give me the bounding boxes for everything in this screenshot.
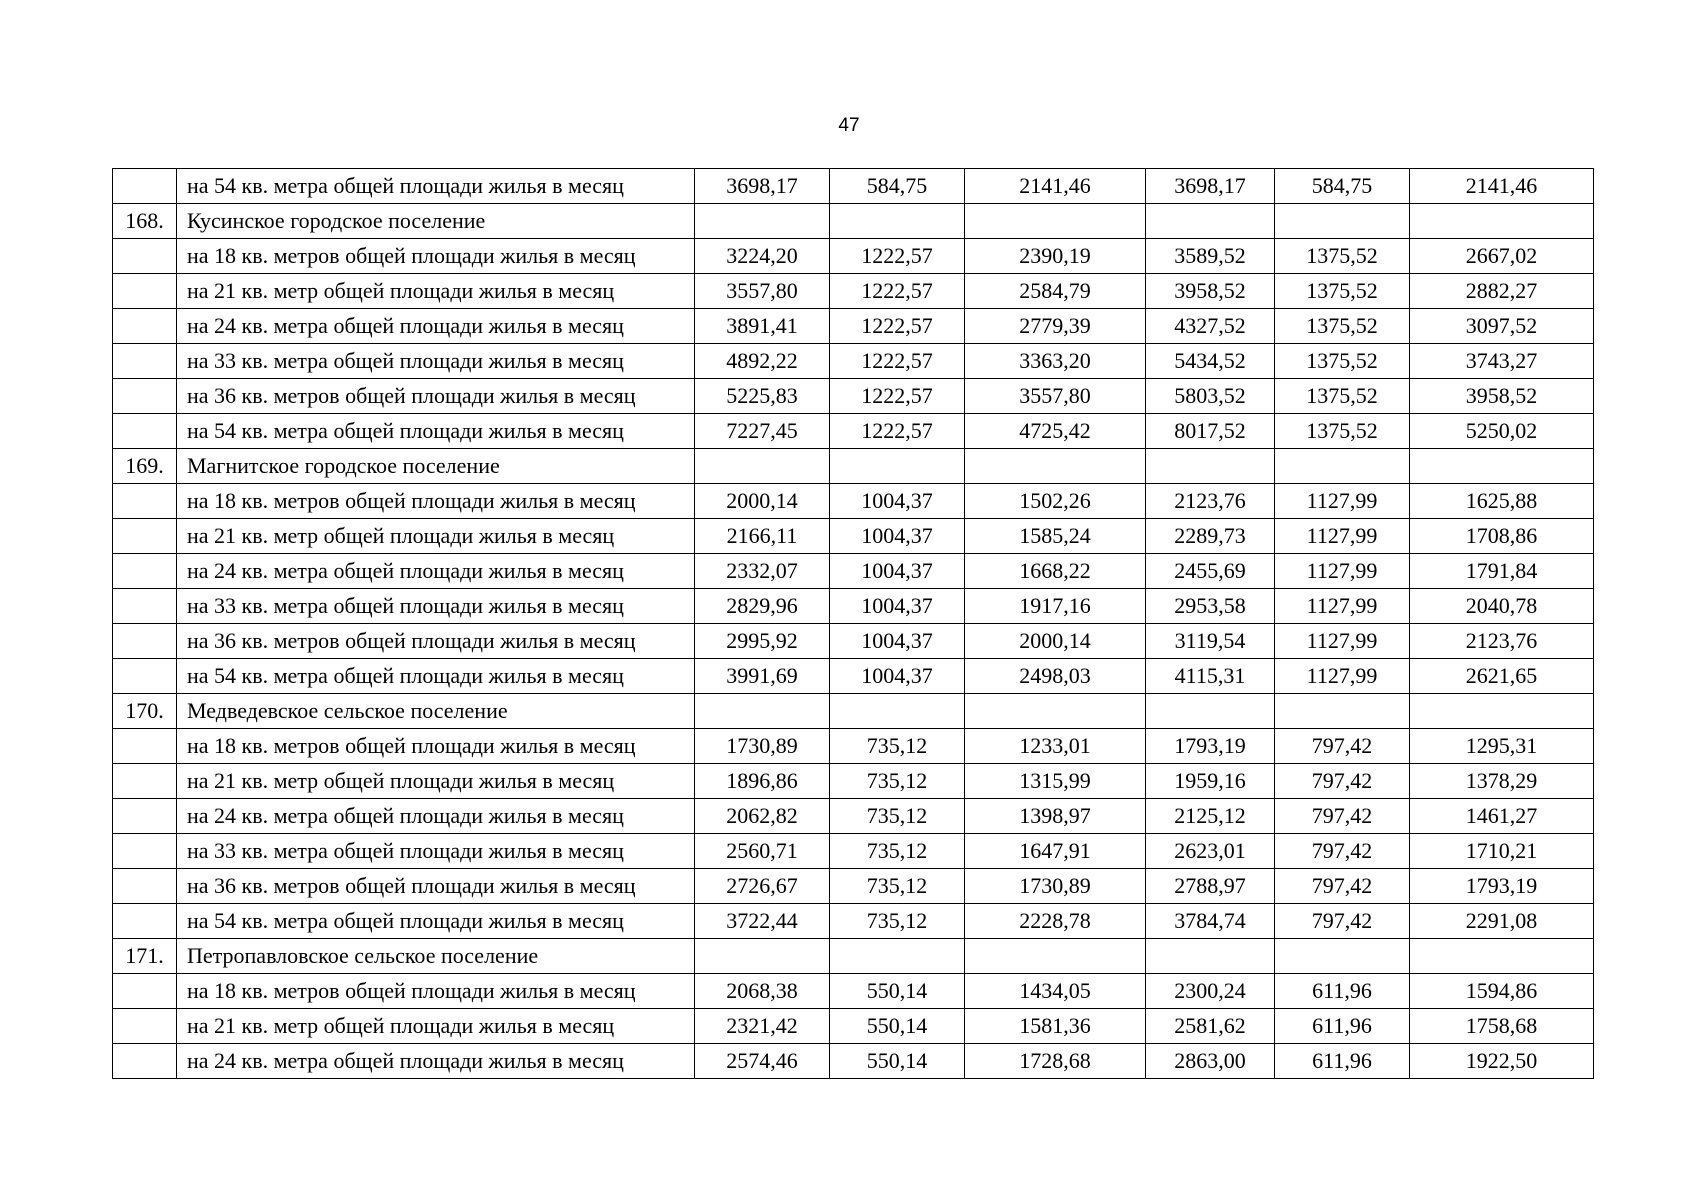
value-cell: 1710,21 — [1410, 834, 1594, 869]
value-cell: 3698,17 — [1146, 169, 1275, 204]
value-cell — [965, 694, 1146, 729]
value-cell: 735,12 — [830, 729, 965, 764]
value-cell: 3589,52 — [1146, 239, 1275, 274]
page-number-text: 47 — [838, 115, 860, 136]
value-cell: 3224,20 — [695, 239, 830, 274]
row-number — [113, 869, 177, 904]
value-cell — [1275, 449, 1410, 484]
value-cell: 2321,42 — [695, 1009, 830, 1044]
value-cell: 2000,14 — [695, 484, 830, 519]
tariff-table — [112, 168, 1594, 1079]
value-cell: 3363,20 — [965, 344, 1146, 379]
value-cell: 2068,38 — [695, 974, 830, 1009]
table-row — [113, 344, 1594, 379]
value-cell: 2726,67 — [695, 869, 830, 904]
value-cell: 550,14 — [830, 974, 965, 1009]
row-number — [113, 659, 177, 694]
value-cell: 3722,44 — [695, 904, 830, 939]
value-cell: 1315,99 — [965, 764, 1146, 799]
table-row — [113, 239, 1594, 274]
value-cell: 1004,37 — [830, 589, 965, 624]
row-label: на 33 кв. метра общей площади жилья в месяц — [177, 589, 695, 624]
value-cell: 1793,19 — [1146, 729, 1275, 764]
value-cell: 1375,52 — [1275, 414, 1410, 449]
value-cell: 4725,42 — [965, 414, 1146, 449]
value-cell: 1730,89 — [695, 729, 830, 764]
row-label: на 36 кв. метров общей площади жилья в месяц — [177, 869, 695, 904]
row-label: на 54 кв. метра общей площади жилья в месяц — [177, 659, 695, 694]
value-cell: 584,75 — [830, 169, 965, 204]
value-cell: 3958,52 — [1410, 379, 1594, 414]
value-cell: 2141,46 — [1410, 169, 1594, 204]
value-cell: 1222,57 — [830, 414, 965, 449]
value-cell: 1585,24 — [965, 519, 1146, 554]
value-cell: 1375,52 — [1275, 344, 1410, 379]
value-cell — [830, 449, 965, 484]
table-body — [113, 169, 1594, 1079]
row-number: 169. — [113, 449, 177, 484]
value-cell: 2289,73 — [1146, 519, 1275, 554]
value-cell: 1758,68 — [1410, 1009, 1594, 1044]
value-cell — [695, 694, 830, 729]
table-row — [113, 694, 1594, 729]
value-cell: 735,12 — [830, 869, 965, 904]
table-row — [113, 624, 1594, 659]
row-number — [113, 834, 177, 869]
value-cell — [1275, 694, 1410, 729]
value-cell: 1461,27 — [1410, 799, 1594, 834]
value-cell: 550,14 — [830, 1009, 965, 1044]
value-cell: 1004,37 — [830, 554, 965, 589]
row-number: 168. — [113, 204, 177, 239]
value-cell: 2141,46 — [965, 169, 1146, 204]
value-cell: 4327,52 — [1146, 309, 1275, 344]
value-cell — [1410, 204, 1594, 239]
value-cell: 2788,97 — [1146, 869, 1275, 904]
value-cell: 2123,76 — [1410, 624, 1594, 659]
value-cell: 1222,57 — [830, 309, 965, 344]
table-row — [113, 834, 1594, 869]
table-row — [113, 1009, 1594, 1044]
value-cell: 3557,80 — [965, 379, 1146, 414]
value-cell: 7227,45 — [695, 414, 830, 449]
value-cell: 1378,29 — [1410, 764, 1594, 799]
row-number — [113, 974, 177, 1009]
table-row — [113, 939, 1594, 974]
value-cell: 1728,68 — [965, 1044, 1146, 1079]
row-number — [113, 414, 177, 449]
row-label: на 21 кв. метр общей площади жилья в месяц — [177, 1009, 695, 1044]
value-cell: 2455,69 — [1146, 554, 1275, 589]
row-label: на 24 кв. метра общей площади жилья в месяц — [177, 309, 695, 344]
row-number — [113, 344, 177, 379]
value-cell: 1375,52 — [1275, 309, 1410, 344]
table-row — [113, 484, 1594, 519]
value-cell: 2574,46 — [695, 1044, 830, 1079]
row-number — [113, 589, 177, 624]
value-cell: 2291,08 — [1410, 904, 1594, 939]
value-cell: 1375,52 — [1275, 274, 1410, 309]
value-cell: 3784,74 — [1146, 904, 1275, 939]
value-cell — [830, 204, 965, 239]
value-cell: 3557,80 — [695, 274, 830, 309]
value-cell: 5803,52 — [1146, 379, 1275, 414]
value-cell: 1004,37 — [830, 519, 965, 554]
value-cell: 1922,50 — [1410, 1044, 1594, 1079]
value-cell — [965, 204, 1146, 239]
value-cell — [1146, 204, 1275, 239]
table-row — [113, 799, 1594, 834]
row-label: на 33 кв. метра общей площади жилья в месяц — [177, 344, 695, 379]
table-row — [113, 589, 1594, 624]
value-cell: 5250,02 — [1410, 414, 1594, 449]
table-row — [113, 274, 1594, 309]
value-cell — [830, 939, 965, 974]
value-cell: 2062,82 — [695, 799, 830, 834]
value-cell: 1730,89 — [965, 869, 1146, 904]
row-label: на 24 кв. метра общей площади жилья в месяц — [177, 799, 695, 834]
row-label: на 18 кв. метров общей площади жилья в месяц — [177, 729, 695, 764]
row-label: на 33 кв. метра общей площади жилья в месяц — [177, 834, 695, 869]
row-number: 171. — [113, 939, 177, 974]
value-cell: 1222,57 — [830, 239, 965, 274]
row-label: на 21 кв. метр общей площади жилья в месяц — [177, 274, 695, 309]
row-number — [113, 274, 177, 309]
value-cell: 1708,86 — [1410, 519, 1594, 554]
value-cell: 3991,69 — [695, 659, 830, 694]
row-label: Медведевское сельское поселение — [177, 694, 695, 729]
value-cell: 735,12 — [830, 764, 965, 799]
row-label: на 36 кв. метров общей площади жилья в месяц — [177, 379, 695, 414]
value-cell: 2863,00 — [1146, 1044, 1275, 1079]
value-cell: 1127,99 — [1275, 554, 1410, 589]
value-cell: 611,96 — [1275, 1044, 1410, 1079]
value-cell — [1410, 694, 1594, 729]
table-row — [113, 309, 1594, 344]
value-cell: 2000,14 — [965, 624, 1146, 659]
value-cell: 1127,99 — [1275, 519, 1410, 554]
value-cell: 1222,57 — [830, 274, 965, 309]
value-cell: 5434,52 — [1146, 344, 1275, 379]
value-cell: 2166,11 — [695, 519, 830, 554]
row-label: на 18 кв. метров общей площади жилья в месяц — [177, 484, 695, 519]
value-cell — [695, 939, 830, 974]
value-cell: 1581,36 — [965, 1009, 1146, 1044]
table-row — [113, 519, 1594, 554]
value-cell: 2332,07 — [695, 554, 830, 589]
row-label: на 21 кв. метр общей площади жилья в месяц — [177, 764, 695, 799]
value-cell: 1896,86 — [695, 764, 830, 799]
row-number: 170. — [113, 694, 177, 729]
value-cell — [965, 939, 1146, 974]
value-cell: 735,12 — [830, 799, 965, 834]
value-cell: 1668,22 — [965, 554, 1146, 589]
table-row — [113, 204, 1594, 239]
value-cell: 2623,01 — [1146, 834, 1275, 869]
table-row — [113, 554, 1594, 589]
table-row — [113, 449, 1594, 484]
value-cell: 2995,92 — [695, 624, 830, 659]
value-cell — [1146, 694, 1275, 729]
table-row — [113, 414, 1594, 449]
value-cell: 1625,88 — [1410, 484, 1594, 519]
value-cell: 1917,16 — [965, 589, 1146, 624]
value-cell: 1127,99 — [1275, 589, 1410, 624]
value-cell: 797,42 — [1275, 729, 1410, 764]
value-cell: 1647,91 — [965, 834, 1146, 869]
row-number — [113, 484, 177, 519]
value-cell: 4115,31 — [1146, 659, 1275, 694]
value-cell: 735,12 — [830, 834, 965, 869]
value-cell — [830, 694, 965, 729]
value-cell: 1127,99 — [1275, 659, 1410, 694]
row-number — [113, 729, 177, 764]
value-cell: 3891,41 — [695, 309, 830, 344]
value-cell: 2621,65 — [1410, 659, 1594, 694]
value-cell: 797,42 — [1275, 904, 1410, 939]
value-cell: 2125,12 — [1146, 799, 1275, 834]
value-cell: 4892,22 — [695, 344, 830, 379]
value-cell: 1594,86 — [1410, 974, 1594, 1009]
value-cell: 1222,57 — [830, 379, 965, 414]
value-cell: 1127,99 — [1275, 484, 1410, 519]
value-cell: 2390,19 — [965, 239, 1146, 274]
value-cell: 1295,31 — [1410, 729, 1594, 764]
row-number — [113, 554, 177, 589]
row-number — [113, 309, 177, 344]
value-cell — [1146, 449, 1275, 484]
row-number — [113, 624, 177, 659]
value-cell: 735,12 — [830, 904, 965, 939]
value-cell: 1222,57 — [830, 344, 965, 379]
value-cell: 2498,03 — [965, 659, 1146, 694]
row-number — [113, 764, 177, 799]
value-cell — [965, 449, 1146, 484]
row-label: на 21 кв. метр общей площади жилья в месяц — [177, 519, 695, 554]
value-cell: 8017,52 — [1146, 414, 1275, 449]
value-cell: 1434,05 — [965, 974, 1146, 1009]
row-label: на 54 кв. метра общей площади жилья в месяц — [177, 169, 695, 204]
row-label: на 18 кв. метров общей площади жилья в месяц — [177, 239, 695, 274]
value-cell: 2123,76 — [1146, 484, 1275, 519]
value-cell: 2040,78 — [1410, 589, 1594, 624]
row-number — [113, 239, 177, 274]
row-label: на 24 кв. метра общей площади жилья в месяц — [177, 554, 695, 589]
value-cell: 584,75 — [1275, 169, 1410, 204]
row-number — [113, 1009, 177, 1044]
value-cell: 1233,01 — [965, 729, 1146, 764]
row-number — [113, 1044, 177, 1079]
value-cell: 2560,71 — [695, 834, 830, 869]
table-row — [113, 1044, 1594, 1079]
value-cell: 611,96 — [1275, 1009, 1410, 1044]
value-cell — [1410, 939, 1594, 974]
value-cell: 550,14 — [830, 1044, 965, 1079]
value-cell — [1275, 939, 1410, 974]
value-cell: 3743,27 — [1410, 344, 1594, 379]
table-row — [113, 974, 1594, 1009]
value-cell: 3097,52 — [1410, 309, 1594, 344]
value-cell: 1004,37 — [830, 484, 965, 519]
row-label: на 24 кв. метра общей площади жилья в месяц — [177, 1044, 695, 1079]
value-cell: 2300,24 — [1146, 974, 1275, 1009]
table-row — [113, 169, 1594, 204]
row-label: на 54 кв. метра общей площади жилья в месяц — [177, 414, 695, 449]
value-cell: 1375,52 — [1275, 239, 1410, 274]
value-cell: 2779,39 — [965, 309, 1146, 344]
row-label: на 36 кв. метров общей площади жилья в месяц — [177, 624, 695, 659]
value-cell: 797,42 — [1275, 869, 1410, 904]
page-number — [0, 115, 1698, 137]
value-cell: 1127,99 — [1275, 624, 1410, 659]
row-number — [113, 799, 177, 834]
table-row — [113, 764, 1594, 799]
value-cell: 5225,83 — [695, 379, 830, 414]
value-cell — [1146, 939, 1275, 974]
value-cell: 1004,37 — [830, 659, 965, 694]
row-label: Кусинское городское поселение — [177, 204, 695, 239]
value-cell: 2882,27 — [1410, 274, 1594, 309]
value-cell: 797,42 — [1275, 834, 1410, 869]
row-number — [113, 169, 177, 204]
table-row — [113, 379, 1594, 414]
value-cell: 1375,52 — [1275, 379, 1410, 414]
value-cell — [1275, 204, 1410, 239]
value-cell: 3958,52 — [1146, 274, 1275, 309]
value-cell: 797,42 — [1275, 799, 1410, 834]
value-cell: 2581,62 — [1146, 1009, 1275, 1044]
value-cell: 2228,78 — [965, 904, 1146, 939]
value-cell: 1004,37 — [830, 624, 965, 659]
row-number — [113, 904, 177, 939]
row-label: на 54 кв. метра общей площади жилья в месяц — [177, 904, 695, 939]
value-cell: 1793,19 — [1410, 869, 1594, 904]
value-cell: 611,96 — [1275, 974, 1410, 1009]
row-label: на 18 кв. метров общей площади жилья в месяц — [177, 974, 695, 1009]
row-number — [113, 379, 177, 414]
value-cell: 1502,26 — [965, 484, 1146, 519]
value-cell: 2667,02 — [1410, 239, 1594, 274]
value-cell: 2953,58 — [1146, 589, 1275, 624]
value-cell: 1959,16 — [1146, 764, 1275, 799]
row-label: Петропавловское сельское поселение — [177, 939, 695, 974]
value-cell: 1791,84 — [1410, 554, 1594, 589]
row-label: Магнитское городское поселение — [177, 449, 695, 484]
value-cell: 3119,54 — [1146, 624, 1275, 659]
table-row — [113, 869, 1594, 904]
value-cell — [695, 204, 830, 239]
value-cell — [695, 449, 830, 484]
table-row — [113, 729, 1594, 764]
value-cell: 2584,79 — [965, 274, 1146, 309]
table-row — [113, 659, 1594, 694]
value-cell — [1410, 449, 1594, 484]
value-cell: 1398,97 — [965, 799, 1146, 834]
value-cell: 2829,96 — [695, 589, 830, 624]
value-cell: 3698,17 — [695, 169, 830, 204]
table-row — [113, 904, 1594, 939]
row-number — [113, 519, 177, 554]
value-cell: 797,42 — [1275, 764, 1410, 799]
